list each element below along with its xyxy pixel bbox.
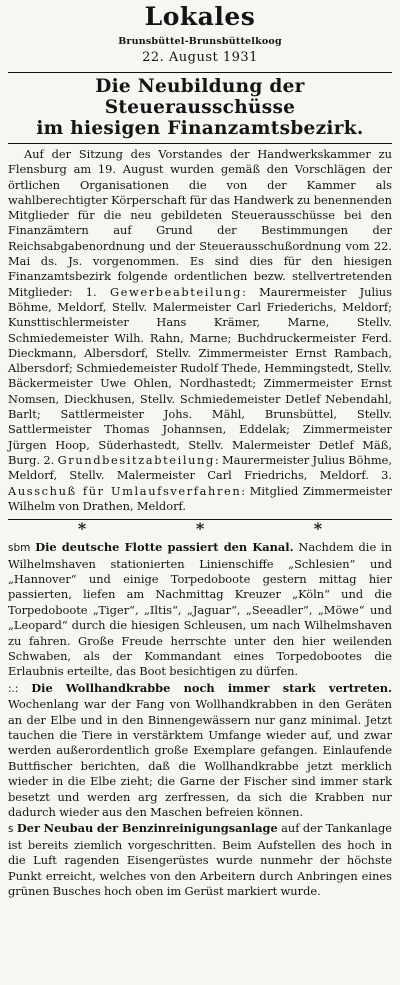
article-text-umlauf: : Mitglied Zimmermeister Wilhelm von Drathen, Meldorf. <box>8 483 392 513</box>
brief-prefix: :.: <box>8 682 19 695</box>
brief-text: Nachdem die in Wilhelmshaven stationierten Linienschiffe „Schlesien“ und „Hannover“ und einige Torpedoboote gestern mittag hier passierten, liefen am Nachmittag Kreuzer „Köln“ und die Torpedoboote „Tiger“, „Iltis“, „Jaguar“, „Seeadler“, „Möwe“ und „Leopard“ durch die hiesigen Schleusen, um nach Wilhelmshaven zu fahren. Große Freude herrschte unter den hier weilenden Schwaben, als der Kommandant eines Torpedobootes die Erlaubnis erteilte, das Boot besichtigen zu dürfen. <box>8 540 392 679</box>
news-brief-flotte <box>8 540 392 680</box>
article-text-grundbesitz: : Maurermeister Julius Böhme, Meldorf, Stellv. Malermeister Carl Friedrichs, Meldorf. 3. <box>8 452 392 483</box>
brief-text: Wochenlang war der Fang von Wollhandkrabben in den Geräten an der Elbe und in den Binnengewässern nur ganz minimal. Jetzt tauchen die Tiere in verstärktem Umfange wieder auf, und zwar werden außerordentlich große Exemplare gefangen. Einlaufende Buttfischer berichten, daß die Wollhandkrabbe jetzt merklich wieder in die Elbe zieht; die Garne der Fischer sind immer stark besetzt und werden arg zerfressen, da sich die Krabben nur dadurch wieder aus den Maschen befreien können. <box>8 697 392 820</box>
article-text-intro: Auf der Sitzung des Vorstandes der Handwerkskammer zu Flensburg am 19. August wurden gemäß den Vorschlägen der örtlichen Organisationen die von der Kammer als wahlberechtigter Körperschaft für das Handwerk zu benennenden Mitglieder für die neu gebildeten Steuerausschüsse bei den Finanzämtern auf Grund der Bestimmungen der Reichsabgabenordnung und der Steuerausschußordnung vom 22. Mai ds. Js. vorgenommen. Es sind dies für den hiesigen Finanzamtsbezirk folgende ordentlichen bezw. stellvertretenden Mitglieder: 1. <box>8 147 392 299</box>
section-title: Lokales <box>144 2 256 31</box>
article-paragraph <box>8 147 392 514</box>
news-brief-benzinreinigung <box>8 821 392 899</box>
section-label-grundbesitz: Grundbesitzabteilung <box>57 452 215 467</box>
masthead <box>8 0 392 66</box>
brief-prefix: sbm <box>8 542 31 555</box>
brief-prefix: s <box>8 823 14 836</box>
headline-line-2: im hiesigen Finanzamtsbezirk. <box>36 118 364 139</box>
section-subtitle: Brunsbüttel-Brunsbüttelkoog <box>118 36 282 47</box>
headline-rule-top <box>8 72 392 73</box>
headline-line-1: Die Neubildung der Steuerausschüsse <box>95 76 305 118</box>
news-brief-wollhandkrabbe <box>8 681 392 821</box>
brief-lead: Die deutsche Flotte passiert den Kanal. <box>35 540 294 555</box>
issue-date: 22. August 1931 <box>142 50 258 65</box>
brief-text: auf der Tankanlage ist bereits ziemlich vorgeschritten. Beim Aufstellen des hoch in die Luft ragenden Eisengerüstes wurde nunmehr der höchste Punkt erreicht, welches von den Arbeitern durch Anbringen eines grünen Busches hoch oben im Gerüst markiert wurde. <box>8 821 392 899</box>
headline-rule-bottom <box>8 143 392 144</box>
article-headline <box>8 76 392 139</box>
brief-lead: Die Wollhandkrabbe noch immer stark vertreten. <box>31 680 392 695</box>
section-label-umlauf: Ausschuß für Umlaufsverfahren <box>8 483 242 498</box>
star-separator: * * * <box>77 519 375 539</box>
article-body <box>8 147 392 514</box>
section-label-gewerbe: Gewerbeabteilung <box>109 284 243 299</box>
article-text-gewerbe: : Maurermeister Julius Böhme, Meldorf, Stellv. Malermeister Carl Friederichs, Meldorf; Kunsttischlermeister Hans Krämer, Marne, Stellv. Schmiedemeister Wilh. Rahn, Marne; Buchdruckermeister Ferd. Dieckmann, Albersdorf, Stellv. Zimmermeister Ernst Rambach, Albersdorf; Schmiedemeister Rudolf Thede, Hemmingstedt, Stellv. Bäckermeister Uwe Ohlen, Nordhastedt; Zimmermeister Ernst Nomsen, Dieckhusen, Stellv. Schmiedemeister Detlef Nebendahl, Barlt; Sattlermeister Johs. Mähl, Brunsbüttel, Stellv. Sattlermeister Thomas Johannsen, Eddelak; Zimmermeister Jürgen Hoop, Süderhastedt, Stellv. Malermeister Detlef Mäß, Burg. 2. <box>8 284 392 467</box>
brief-lead: Der Neubau der Benzinreinigungsanlage <box>16 821 278 836</box>
